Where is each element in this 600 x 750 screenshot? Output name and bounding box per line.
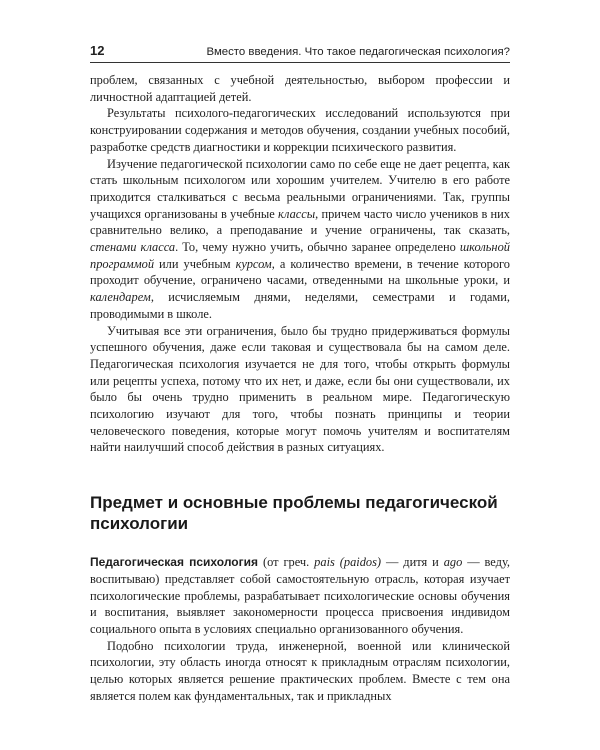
book-page <box>90 40 510 705</box>
section-body <box>90 554 510 704</box>
emphasis-calendar: календарем <box>90 290 151 305</box>
text-run: , а количество времени, в течение которого проходит обучение, ограничено часами, отведенными на школьные уроки, и <box>90 256 510 288</box>
emphasis-class-walls: стенами класса <box>90 240 176 255</box>
text-run: (от греч. <box>258 555 315 570</box>
paragraph-formula: Учитывая все эти ограничения, было бы трудно придерживаться формулы успешного обучения, даже если таковая и существовала бы на самом деле. Педагогическая психология изучается не для того, чтобы открыть формулы или рецепты успеха, потому что их нет, и даже, если бы они существовали, их было бы очень трудно применить в реальном мире. Педагогическую психологию изучают для того, чтобы познать принципы и теории человеческого поведения, которые могут помочь учителям и воспитателям найти наилучший способ действия в разных ситуациях. <box>90 323 510 455</box>
text-run: , исчисляемым днями, неделями, семестрами и годами, проводимыми в школе. <box>90 290 510 321</box>
section-heading: Предмет и основные проблемы педагогической психологии <box>90 493 498 533</box>
paragraph-definition <box>90 554 510 638</box>
text-run: — веду, воспитываю) представляет собой самостоятельную отрасль, которая изучает психологические проблемы, разрабатывает психологические основы обучения и воспитания, выявляет закономерности процесса присвоения индивидом социального опыта в условиях специально организованного обучения. <box>90 555 510 636</box>
emphasis-ago: ago <box>443 555 463 570</box>
text-run: или учебным <box>154 256 236 271</box>
body-text <box>90 72 510 456</box>
emphasis-course: курсом <box>235 256 272 271</box>
paragraph-limitations <box>90 156 510 323</box>
paragraph-continuation: проблем, связанных с учебной деятельностью, выбором профессии и личностной адаптацией детей. <box>90 73 510 104</box>
text-run: Изучение педагогической психологии само по себе еще не дает рецепта, как стать школьным психологом или хорошим учителем. Учителю в его работе приходится сталкиваться с весьма реальными ограничениями. Так, группы учащихся организованы в учебные <box>90 156 510 221</box>
text-run: , причем часто число учеников в них сравнительно велико, а преподавание и учение ограничены, так сказать, <box>90 206 510 238</box>
emphasis-curriculum: школьной программой <box>90 240 510 271</box>
emphasis-pais: pais (paidos) <box>314 555 382 570</box>
running-header <box>90 40 510 63</box>
paragraph-applied: Подобно психологии труда, инженерной, военной или клинической психологии, эту область иногда относят к прикладным отраслям психологии, целью которых является решение практических проблем. Вместе с тем она является полем как фундаментальных, так и прикладных <box>90 638 510 703</box>
emphasis-classes: классы <box>277 206 316 221</box>
text-run: — дитя и <box>381 555 444 570</box>
page-number: 12 <box>90 43 105 58</box>
text-run: . То, чему нужно учить, обычно заранее определено <box>175 240 460 255</box>
chapter-title: Вместо введения. Что такое педагогическая психология? <box>206 46 510 58</box>
paragraph-results: Результаты психолого-педагогических исследований используются при конструировании содержания и методов обучения, создании учебных пособий, разработке средств диагностики и коррекции психического развития. <box>90 106 510 154</box>
defined-term: Педагогическая психология <box>90 555 259 570</box>
